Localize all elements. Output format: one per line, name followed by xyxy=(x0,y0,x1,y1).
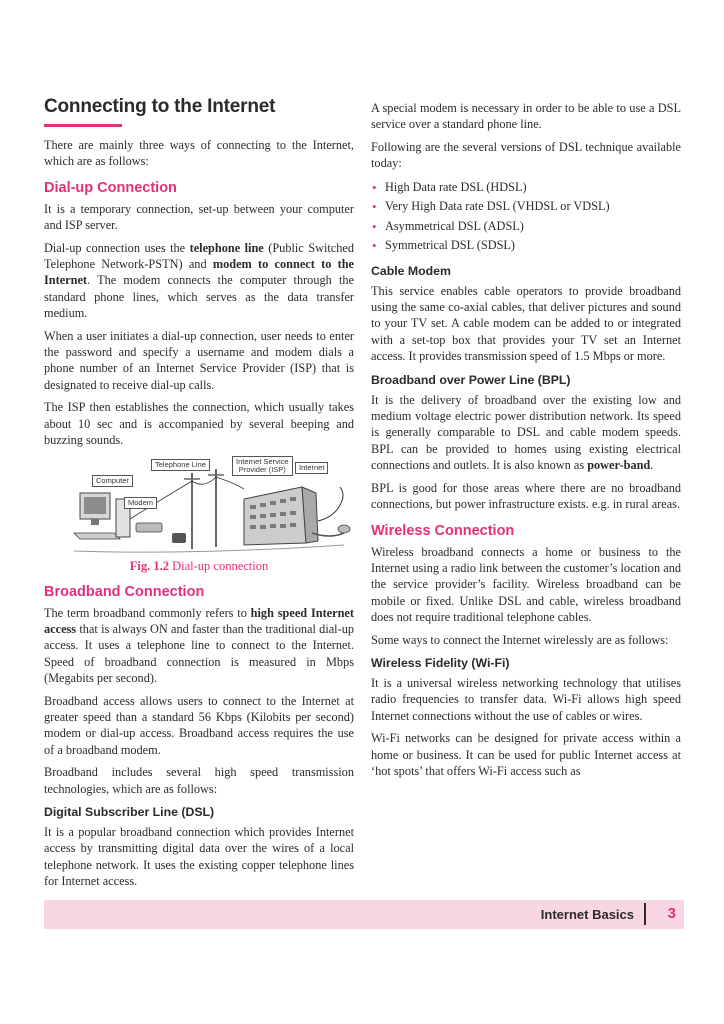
caption-number: Fig. 1.2 xyxy=(129,558,169,573)
list-item: • High Data rate DSL (HDSL) xyxy=(371,178,681,198)
wifi-paragraph-1: It is a universal wireless networking technology that utilises radio frequencies to transfer data. Wi-Fi allows high speed Internet connections without the use of cables or wires. xyxy=(371,675,681,723)
text-run: . xyxy=(650,458,654,473)
wireless-heading: Wireless Connection xyxy=(371,522,515,539)
bold-high-speed: high speed Internet access xyxy=(44,605,354,636)
text-run: Dial-up connection uses the xyxy=(44,240,190,255)
left-column xyxy=(44,96,354,896)
page-number: 3 xyxy=(667,905,676,922)
broadband-paragraph-3: Broadband includes several high speed transmission technologies, which are as follows: xyxy=(44,765,354,796)
right-column xyxy=(371,100,681,785)
list-item: • Symmetrical DSL (SDSL) xyxy=(371,236,681,256)
title-underline xyxy=(44,124,122,127)
list-item: • Very High Data rate DSL (VHDSL or VDSL) xyxy=(371,197,681,217)
wireless-paragraph-1: Wireless broadband connects a home or business to the Internet using a radio link between the customer’s location and the service provider’s facility. Wireless broadband can be mobile or fixed. Unlike DSL and cable, wireless broadband does not require traditional telephone cables. xyxy=(371,544,681,625)
dsl-versions-list xyxy=(371,178,681,256)
intro-paragraph: There are mainly three ways of connecting to the Internet, which are as follows: xyxy=(44,138,354,169)
bpl-paragraph-1 xyxy=(371,392,681,474)
bold-modem-connect: modem to connect to the Internet xyxy=(44,257,354,288)
broadband-paragraph-2: Broadband access allows users to connect to the Internet at greater speed than a standard 56 Kbps (Kilobits per second) modem or dial-up access. Broadband access requires the use of a broadband modem. xyxy=(44,693,354,757)
figure-label-computer: Computer xyxy=(92,475,133,487)
bpl-paragraph-2: BPL is good for those areas where there are no broadband connections, but power infrastructure exists. e.g. in rural areas. xyxy=(371,480,681,512)
wireless-paragraph-2: Some ways to connect the Internet wirelessly are as follows: xyxy=(371,632,669,647)
caption-text: Dial-up connection xyxy=(168,558,269,573)
footer-divider xyxy=(644,903,646,925)
text-run: (Public Switched Telephone Network-PSTN) and xyxy=(44,240,354,272)
broadband-paragraph-1 xyxy=(44,605,354,687)
page-title: Connecting to the Internet xyxy=(44,96,276,117)
text-run: The term broadband commonly refers to xyxy=(44,605,251,620)
dsl-heading: Digital Subscriber Line (DSL) xyxy=(44,804,215,819)
text-run: It is the delivery of broadband over the existing low and medium voltage electric power distribution network. Its speed is generally comparable to DSL and cable modem speeds. BPL can be provided to homes using existing electrical connections and outlets. It is also known as xyxy=(371,392,681,473)
broadband-heading: Broadband Connection xyxy=(44,583,205,600)
dialup-paragraph-1: It is a temporary connection, set-up between your computer and ISP server. xyxy=(44,201,354,233)
dialup-figure xyxy=(44,456,354,557)
wifi-paragraph-2: Wi-Fi networks can be designed for private access within a home or business. It can be used for public Internet access at ‘hot spots’ that offers Wi-Fi access such as xyxy=(371,731,681,778)
dialup-paragraph-4: The ISP then establishes the connection, which usually takes about 10 sec and is accompanied by several beeping and buzzing sounds. xyxy=(44,400,354,448)
dialup-paragraph-3: When a user initiates a dial-up connection, user needs to enter the password and specify a username and modem dials a phone number of an Internet Service Provider (ISP) that is designated to receive dial-up calls. xyxy=(44,328,354,392)
bpl-heading: Broadband over Power Line (BPL) xyxy=(371,372,571,387)
figure-label-modem: Modem xyxy=(124,497,157,509)
dialup-heading: Dial-up Connection xyxy=(44,179,177,196)
dsl-paragraph: It is a popular broadband connection which provides Internet access by transmitting digital data over the wires of a local telephone network. It uses the existing copper telephone lines for Internet access. xyxy=(44,824,354,889)
footer-title: Internet Basics xyxy=(540,907,634,922)
figure-label-internet: Internet xyxy=(295,462,328,474)
isp-label-line2: Provider (ISP) xyxy=(238,464,286,474)
cable-modem-heading: Cable Modem xyxy=(371,263,451,278)
wifi-heading: Wireless Fidelity (Wi-Fi) xyxy=(371,655,510,670)
bold-telephone-line: telephone line xyxy=(189,240,264,255)
figure-label-isp xyxy=(232,456,293,476)
dialup-paragraph-2 xyxy=(44,240,354,322)
dsl-modem-paragraph: A special modem is necessary in order to be able to use a DSL service over a standard phone line. xyxy=(371,101,681,132)
dsl-versions-intro: Following are the several versions of DSL technique available today: xyxy=(371,139,681,171)
cable-modem-paragraph: This service enables cable operators to provide broadband using the same co-axial cables, that deliver pictures and sound to your TV set. A cable modem can be added to or integrated with a set-top box that provides your TV set an Internet access. It provides transmission speed of 1.5 Mbps or more. xyxy=(371,283,681,364)
bold-power-band: power-band xyxy=(587,458,651,473)
figure-label-telephone-line: Telephone Line xyxy=(151,459,210,471)
text-run: . The modem connects the computer through the standard phone lines, which serves as the data transfer medium. xyxy=(44,273,354,321)
list-item: • Asymmetrical DSL (ADSL) xyxy=(371,217,681,237)
page-footer xyxy=(44,900,684,929)
isp-label-line1: Internet Service xyxy=(236,456,289,466)
text-run: that is always ON and faster than the traditional dial-up access. It uses a telephone line to connect to the Internet. Speed of broadband connection is measured in Mbps (Megabits per second). xyxy=(44,621,354,686)
figure-caption xyxy=(44,559,354,574)
